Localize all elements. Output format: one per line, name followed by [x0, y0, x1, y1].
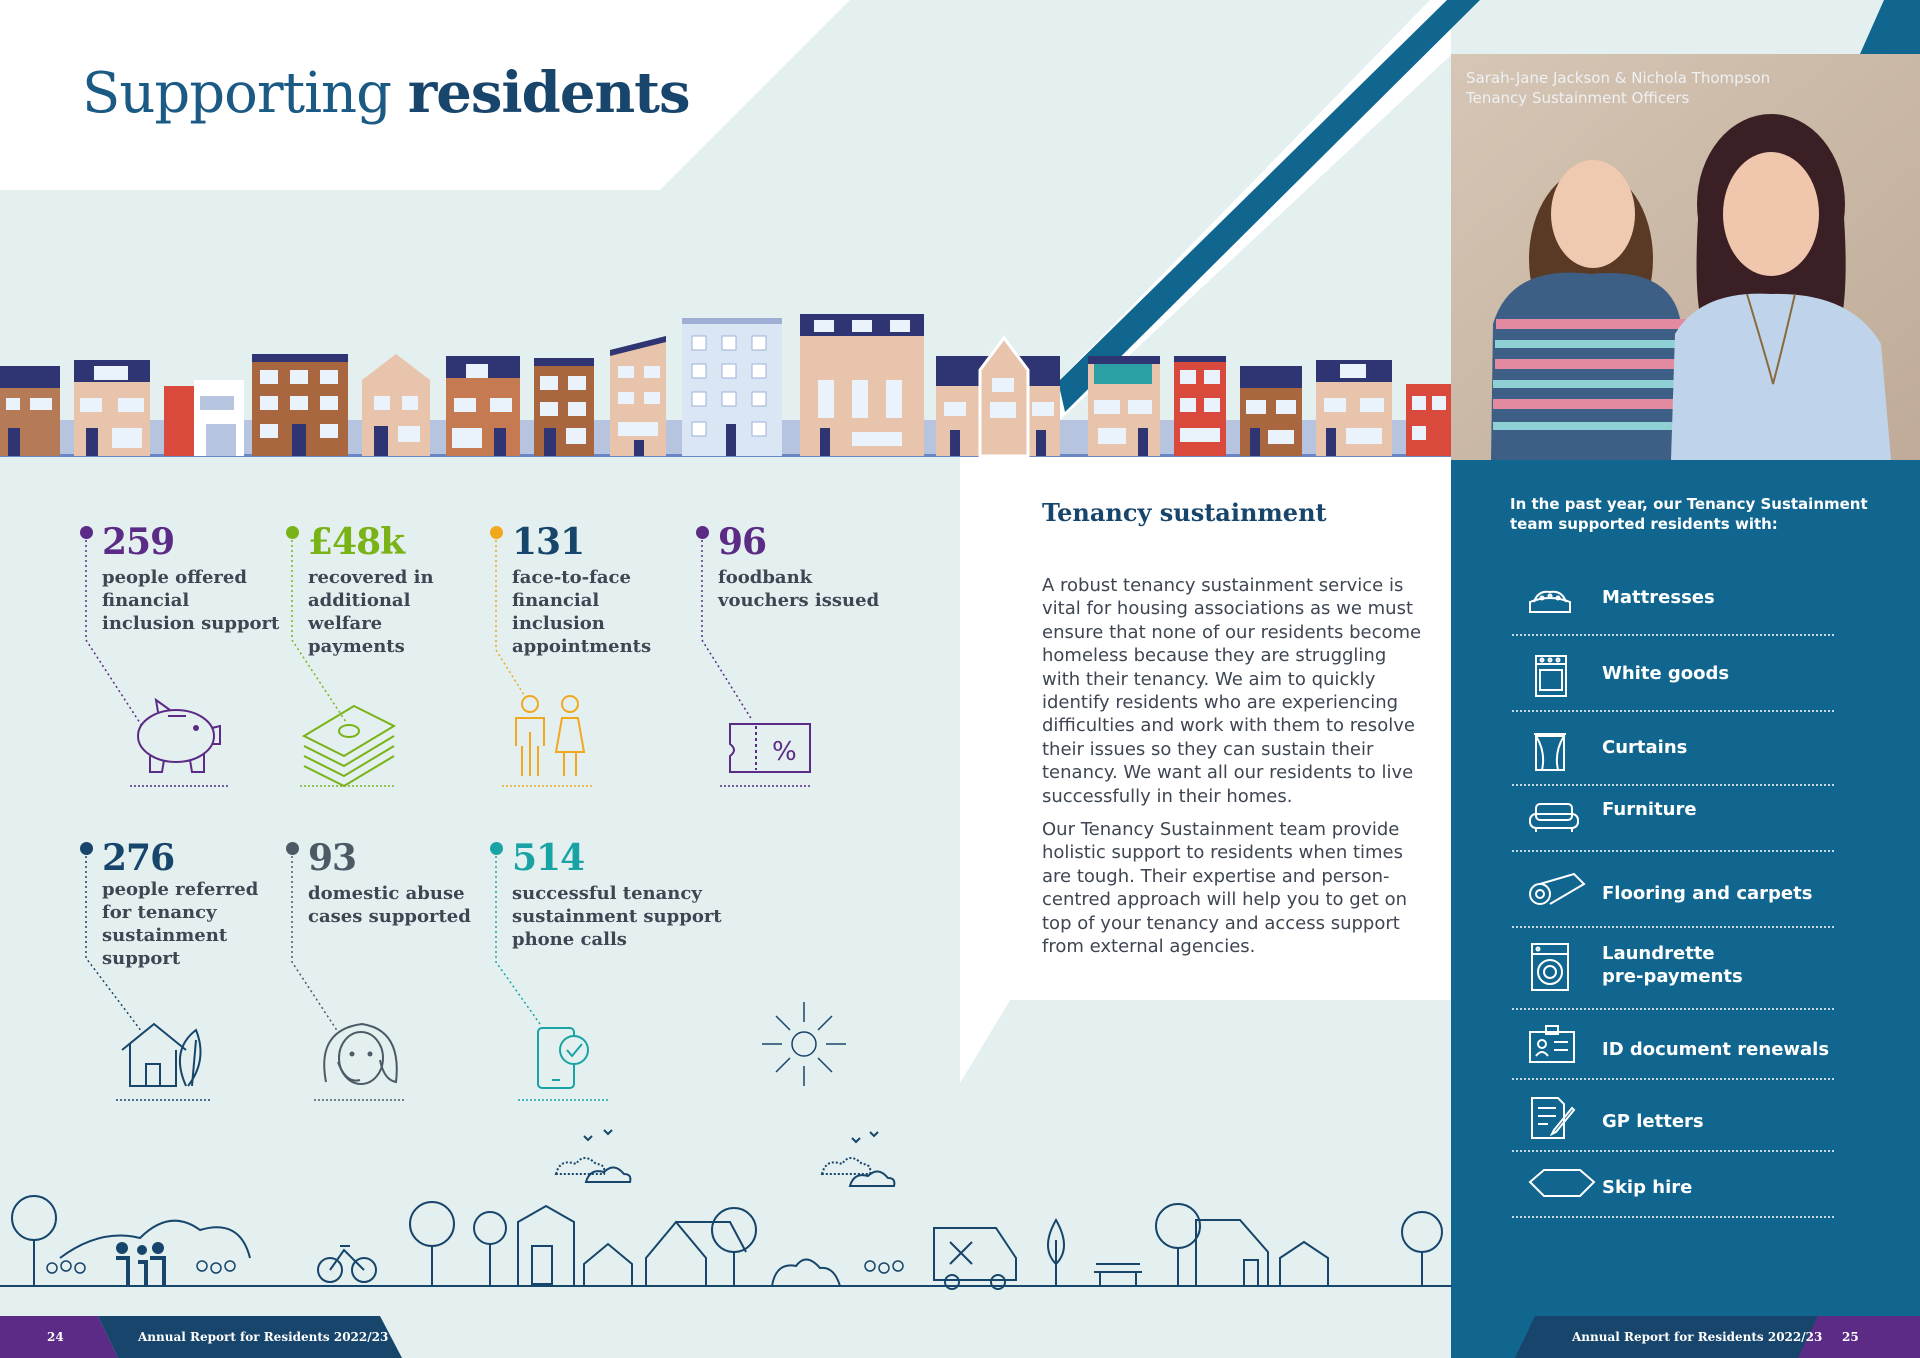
caption-role: Tenancy Sustainment Officers — [1466, 89, 1690, 107]
support-item-white-goods — [1512, 636, 1834, 712]
stat-label: people referred for tenancy sustainment support — [102, 879, 259, 969]
support-item-label: Mattresses — [1602, 587, 1715, 608]
people-icon — [516, 696, 584, 776]
support-item-label: Curtains — [1602, 737, 1688, 758]
support-item-mattresses — [1512, 570, 1834, 636]
section-body — [1042, 574, 1426, 969]
support-item-label: Skip hire — [1602, 1177, 1693, 1198]
page-title — [82, 60, 690, 126]
support-item-label: Flooring and carpets — [1602, 883, 1813, 904]
sun-icon — [762, 1002, 846, 1086]
footer-page-number-right: 25 — [1842, 1330, 1859, 1344]
letter-pen-icon — [1526, 1094, 1578, 1142]
stat-label: domestic abuse cases supported — [308, 883, 471, 927]
stat-value: 514 — [512, 837, 585, 879]
curtains-icon — [1526, 728, 1574, 776]
stat-label: successful tenancy sustainment support phone calls — [512, 883, 722, 950]
support-item-flooring — [1512, 852, 1834, 928]
eco-home-icon — [122, 1024, 201, 1086]
sofa-icon — [1526, 796, 1582, 836]
support-item-laundrette — [1512, 928, 1834, 1010]
piggy-bank-icon — [138, 700, 220, 772]
caption-names: Sarah-Jane Jackson & Nichola Thompson — [1466, 69, 1771, 87]
stat-illustrations — [0, 520, 900, 1110]
support-item-gp-letters — [1512, 1080, 1834, 1152]
support-item-curtains — [1512, 712, 1834, 786]
id-card-icon — [1526, 1024, 1578, 1068]
section-paragraph: A robust tenancy sustainment service is vital for housing associations as we must ensure that none of our residents become homeless because they are struggling with their tenancy. We aim to quickly identify residents who are experiencing difficulties and work with them to resolve their issues so they can sustain their tenancy. We want all our residents to live successfully in their homes. — [1042, 575, 1422, 807]
stat-value: 93 — [308, 837, 357, 879]
footer-page-number-left: 24 — [47, 1330, 64, 1344]
svg-text:%: % — [772, 737, 797, 767]
support-item-id-documents — [1512, 1010, 1834, 1080]
skip-icon — [1526, 1166, 1598, 1202]
panel-intro: In the past year, our Tenancy Sustainment team supported residents with: — [1510, 495, 1868, 533]
voucher-icon — [730, 724, 810, 772]
footer-title-left: Annual Report for Residents 2022/23 — [138, 1330, 389, 1344]
stat-label: face-to-face financial inclusion appointments — [512, 567, 652, 657]
cooker-icon — [1526, 652, 1574, 700]
cash-stack-icon — [304, 706, 394, 786]
team-photo — [1451, 54, 1920, 460]
support-item-label: Furniture — [1602, 799, 1697, 820]
carpet-roll-icon — [1526, 870, 1586, 910]
support-item-label: White goods — [1602, 663, 1730, 684]
section-paragraph: Our Tenancy Sustainment team provide holistic support to residents when times are tough. Their expertise and person-centred approach will help you to get on top of your tenancy and access support from external agencies. — [1042, 819, 1407, 958]
stat-value: 131 — [512, 521, 585, 563]
photo-caption — [1466, 68, 1770, 108]
support-agent-icon — [324, 1024, 397, 1084]
title-bold: residents — [407, 60, 690, 126]
stat-value: 276 — [102, 837, 175, 879]
support-item-label: Laundrette pre-payments — [1602, 943, 1743, 987]
stat-value: 259 — [102, 521, 175, 563]
stat-label: recovered in additional welfare payments — [308, 567, 434, 657]
houses-skyline-illustration — [0, 300, 1452, 460]
stat-value: £48k — [308, 521, 405, 563]
street-line-illustration — [0, 1118, 1452, 1298]
support-item-label: ID document renewals — [1602, 1039, 1830, 1060]
stat-label: people offered financial inclusion support — [102, 567, 280, 634]
phone-check-icon — [538, 1028, 588, 1088]
mattress-icon — [1526, 580, 1574, 620]
title-light: Supporting — [82, 61, 391, 126]
footer-title-right: Annual Report for Residents 2022/23 — [1572, 1330, 1823, 1344]
section-heading: Tenancy sustainment — [1042, 498, 1327, 527]
stat-value: 96 — [718, 521, 767, 563]
support-item-skip-hire — [1512, 1152, 1834, 1218]
washing-machine-icon — [1526, 940, 1574, 994]
support-item-label: GP letters — [1602, 1111, 1704, 1132]
support-item-furniture — [1512, 786, 1834, 852]
stat-label: foodbank vouchers issued — [718, 567, 880, 611]
